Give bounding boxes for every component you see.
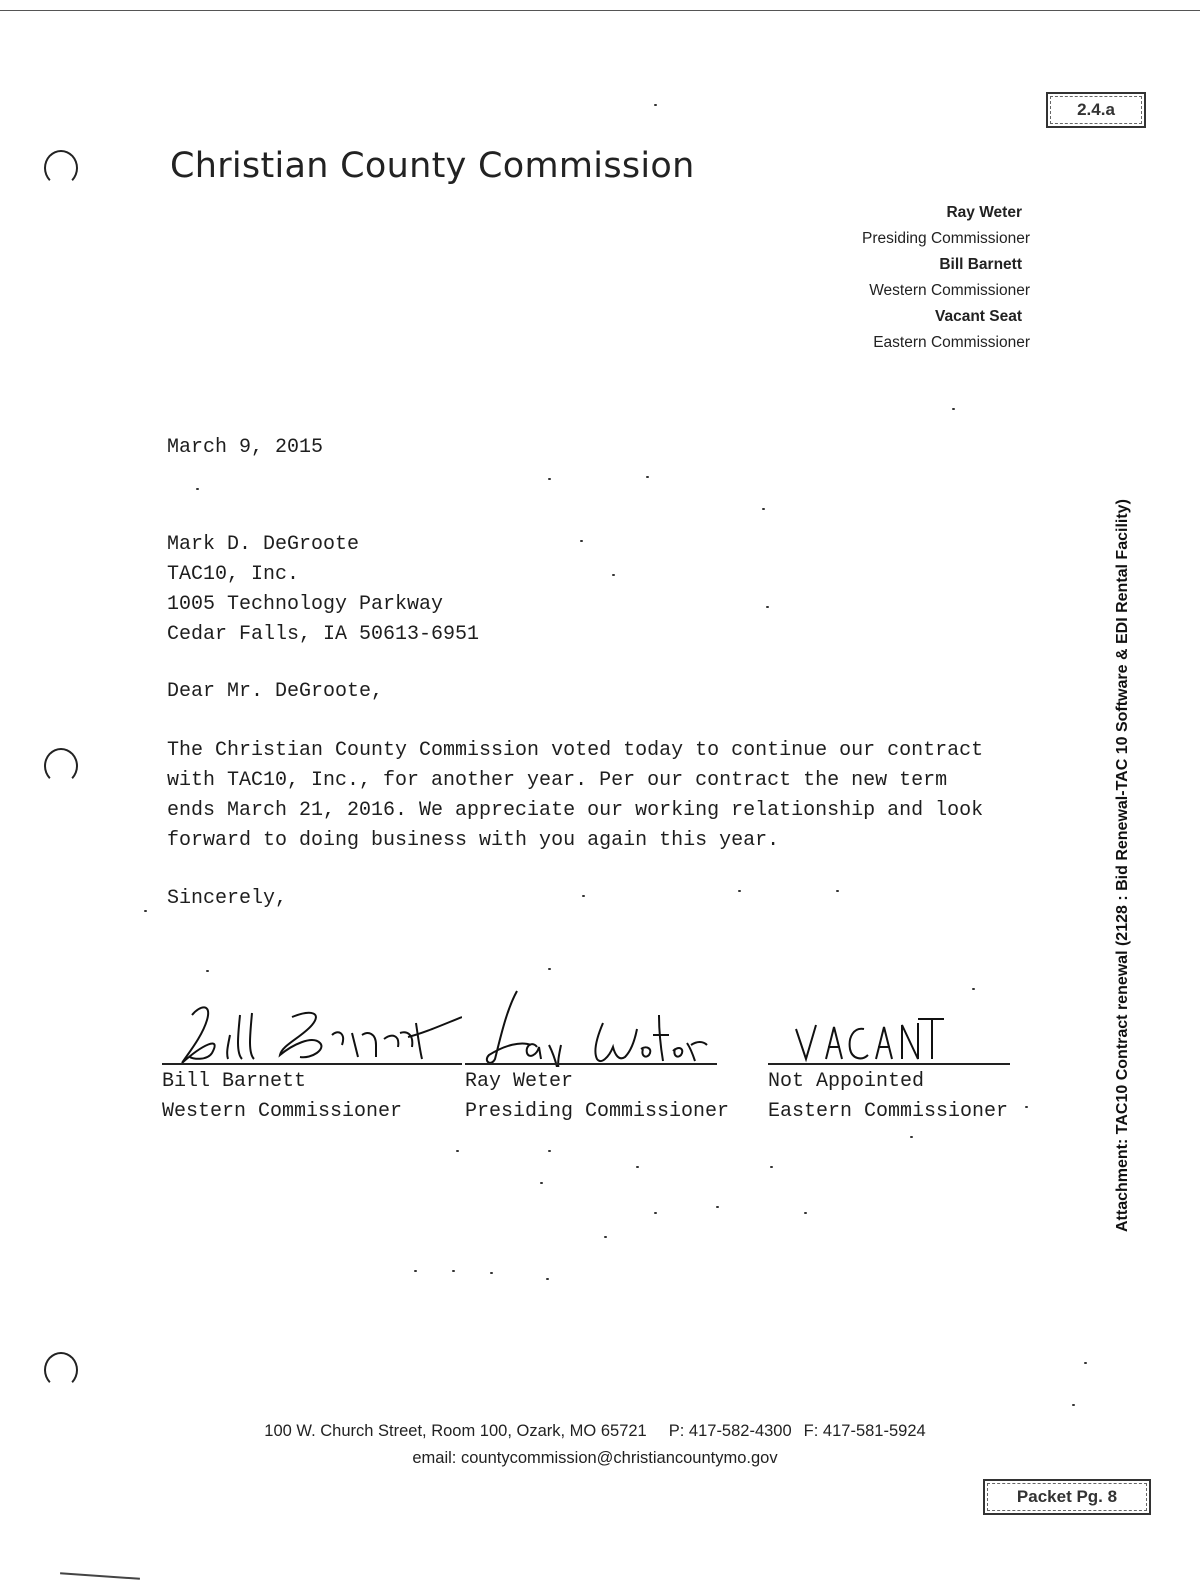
- scan-speck: [716, 1206, 719, 1208]
- signer-name: Ray Weter: [465, 1070, 574, 1093]
- scan-speck: [206, 970, 209, 972]
- scan-speck: [654, 104, 657, 106]
- scan-speck: [580, 540, 583, 542]
- scan-speck: [770, 1166, 773, 1168]
- officers-list: [710, 200, 1030, 356]
- scan-speck: [738, 890, 741, 892]
- scan-speck: [952, 408, 955, 410]
- signer-name: Not Appointed: [768, 1070, 925, 1093]
- salutation: Dear Mr. DeGroote,: [167, 680, 384, 703]
- scan-speck: [1072, 1404, 1075, 1406]
- recipient-city: Cedar Falls, IA 50613-6951: [167, 623, 480, 646]
- signature-line: [162, 1063, 462, 1065]
- closing: Sincerely,: [167, 887, 288, 910]
- letter-body: The Christian County Commission voted today to continue our contract with TAC10, Inc., for another year. Per our contract the new term ends March 21, 2016. We appreciate our working relationship and look forward to doing business with you again this year.: [167, 739, 984, 852]
- scan-speck: [414, 1270, 417, 1272]
- signature-bill-barnett: [162, 975, 462, 1067]
- officer-title: Eastern Commissioner: [873, 334, 1030, 351]
- agenda-item-tag: [1046, 92, 1146, 128]
- scan-speck: [646, 476, 649, 478]
- footer-email: email: countycommission@christiancountymo.gov: [412, 1449, 778, 1467]
- officer-title: Presiding Commissioner: [862, 230, 1030, 247]
- scan-speck: [144, 910, 147, 912]
- footer-address: 100 W. Church Street, Room 100, Ozark, MO 65721: [264, 1422, 647, 1440]
- signature-line: [768, 1063, 1010, 1065]
- scan-bottom-mark: [60, 1572, 140, 1580]
- scan-speck: [1025, 1106, 1028, 1108]
- scan-speck: [762, 508, 765, 510]
- scan-speck: [582, 895, 585, 897]
- recipient-street: 1005 Technology Parkway: [167, 593, 444, 616]
- binder-hole-icon: [44, 1352, 78, 1388]
- scan-speck: [540, 1182, 543, 1184]
- signer-title: Presiding Commissioner: [465, 1100, 730, 1123]
- packet-page-label: Packet Pg. 8: [987, 1483, 1147, 1511]
- signer-title: Eastern Commissioner: [768, 1100, 1009, 1123]
- scan-speck: [546, 1278, 549, 1280]
- agenda-item-label: 2.4.a: [1050, 96, 1142, 124]
- footer-phone: P: 417-582-4300: [668, 1422, 792, 1440]
- scan-speck: [910, 1136, 913, 1138]
- scan-speck: [836, 890, 839, 892]
- binder-hole-icon: [44, 748, 78, 784]
- letter-footer: [0, 1418, 1190, 1472]
- signer-title: Western Commissioner: [162, 1100, 403, 1123]
- signature-line: [465, 1063, 717, 1065]
- scan-speck: [612, 574, 615, 576]
- scan-speck: [654, 1212, 657, 1214]
- signature-vacant: [768, 975, 1018, 1067]
- scan-speck: [452, 1270, 455, 1272]
- binder-hole-icon: [44, 150, 78, 186]
- scan-speck: [1084, 1362, 1087, 1364]
- officer-name: Ray Weter: [946, 204, 1022, 221]
- scan-speck: [548, 1150, 551, 1152]
- signer-name: Bill Barnett: [162, 1070, 307, 1093]
- scan-speck: [490, 1272, 493, 1274]
- scan-speck: [196, 488, 199, 490]
- officer-title: Western Commissioner: [869, 282, 1030, 299]
- footer-contact-line: [0, 1418, 1190, 1445]
- scan-speck: [456, 1150, 459, 1152]
- recipient-name: Mark D. DeGroote: [167, 533, 360, 556]
- scan-speck: [636, 1166, 639, 1168]
- letterhead-title: Christian County Commission: [170, 146, 695, 186]
- footer-fax: F: 417-581-5924: [803, 1422, 926, 1440]
- officer-name: Vacant Seat: [934, 308, 1022, 325]
- packet-page-tag: [983, 1479, 1151, 1515]
- scan-top-edge: [0, 10, 1200, 11]
- officer-name: Bill Barnett: [939, 256, 1022, 273]
- recipient-address: [167, 530, 479, 650]
- letter-date: March 9, 2015: [167, 436, 324, 459]
- recipient-company: TAC10, Inc.: [167, 563, 300, 586]
- scan-speck: [804, 1212, 807, 1214]
- scan-speck: [604, 1236, 607, 1238]
- scan-speck: [548, 478, 551, 480]
- scan-speck: [548, 968, 551, 970]
- scan-speck: [766, 606, 769, 608]
- attachment-caption: Attachment: TAC10 Contract renewal (2128 : Bid Renewal-TAC 10 Software & EDI Rental Facility): [1114, 499, 1131, 1232]
- scan-speck: [972, 988, 975, 990]
- signature-ray-weter: [465, 975, 725, 1067]
